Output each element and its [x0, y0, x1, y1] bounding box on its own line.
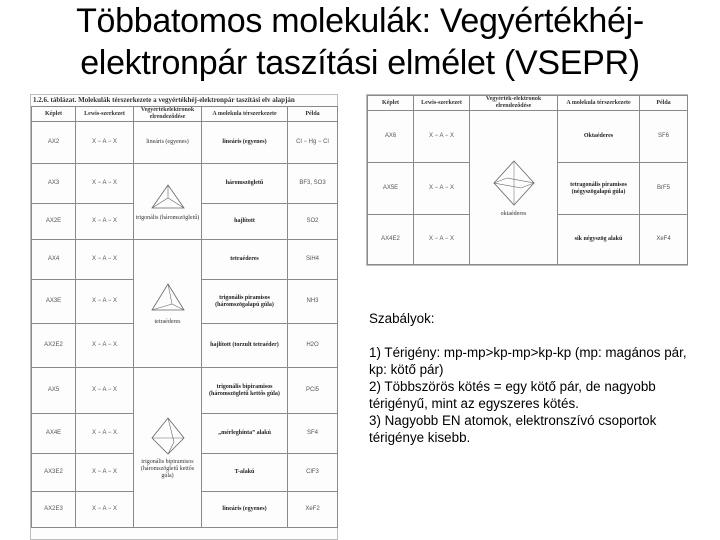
- arrangement-label: tetraéderes: [154, 318, 181, 325]
- arrangement-label: trigonális (háromszögletű): [135, 214, 200, 221]
- structure-cell: háromszögletű: [202, 164, 288, 204]
- slide-title-line-2: elektronpár taszítási elmélet (VSEPR): [80, 44, 640, 82]
- formula-cell: AX4: [32, 240, 76, 280]
- header-cell: Képlet: [368, 96, 414, 111]
- header-cell: A molekula térszerkezete: [558, 96, 640, 111]
- example-cell: XeF2: [288, 492, 338, 528]
- header-cell: A molekula térszerkezete: [202, 107, 288, 122]
- table-row: [32, 368, 338, 414]
- structure-cell: sík négyszög alakú: [558, 215, 640, 265]
- lewis-cell: X − A − X: [76, 492, 134, 528]
- structure-cell: trigonális bipiramisos (háromszögletű kettős gúla): [202, 368, 288, 414]
- slide-title: [0, 0, 720, 84]
- structure-cell: tetraéderes: [202, 240, 288, 280]
- arrangement-cell: [470, 111, 558, 265]
- arrangement-cell: [134, 368, 202, 528]
- formula-cell: AX3: [32, 164, 76, 204]
- rule-item: 2) Többszörös kötés = egy kötő pár, de nagyobb térigényű, mint az egyszeres kötés.: [369, 379, 656, 411]
- formula-cell: AX3E2: [32, 454, 76, 492]
- rule-item: 3) Nagyobb EN atomok, elektronszívó csoportok térigénye kisebb.: [369, 413, 657, 445]
- formula-cell: AX2: [32, 122, 76, 164]
- slide-title-line-1: Többatomos molekulák: Vegyértékhéj-: [76, 2, 644, 40]
- formula-cell: AX2E3: [32, 492, 76, 528]
- lewis-cell: X − A − X: [414, 215, 470, 265]
- rules-panel: [369, 310, 699, 446]
- table-row: [32, 122, 338, 164]
- table-row: [32, 164, 338, 204]
- structure-cell: hajlított: [202, 204, 288, 240]
- right-vsepr-table: [367, 95, 688, 265]
- structure-cell: tetragonális piramisos (négyszögalapú gúla): [558, 163, 640, 215]
- structure-cell: trigonális piramisos (háromszögalapú gúla): [202, 280, 288, 324]
- example-cell: SF4: [288, 414, 338, 454]
- example-cell: XeF4: [640, 215, 688, 265]
- formula-cell: AX2E2: [32, 324, 76, 368]
- header-cell: Vegyértékelektronok elrendeződése: [134, 107, 202, 122]
- table-row: [32, 240, 338, 280]
- tetrahedral-diagram-icon: [148, 282, 188, 316]
- left-vsepr-table: [31, 106, 338, 528]
- example-cell: Cl − Hg − Cl: [288, 122, 338, 164]
- formula-cell: AX6: [368, 111, 414, 163]
- header-cell: Lewis-szerkezet: [76, 107, 134, 122]
- lewis-cell: X − A − X: [76, 280, 134, 324]
- formula-cell: AX3E: [32, 280, 76, 324]
- structure-cell: lineáris (egyenes): [202, 122, 288, 164]
- lewis-cell: X − A − X: [76, 368, 134, 414]
- header-cell: Vegyérték-elektronok elrendeződése: [470, 96, 558, 111]
- lewis-cell: X − A − X: [76, 164, 134, 204]
- formula-cell: AX4E: [32, 414, 76, 454]
- structure-cell: T-alakú: [202, 454, 288, 492]
- lewis-cell: X − A − X: [76, 454, 134, 492]
- table-row: [368, 111, 688, 163]
- example-cell: NH3: [288, 280, 338, 324]
- arrangement-cell: [134, 164, 202, 240]
- arrangement-cell: lineáris (egyenes): [134, 122, 202, 164]
- header-cell: Példa: [640, 96, 688, 111]
- header-cell: Képlet: [32, 107, 76, 122]
- header-cell: Lewis-szerkezet: [414, 96, 470, 111]
- formula-cell: AX5E: [368, 163, 414, 215]
- example-cell: SF6: [640, 111, 688, 163]
- lewis-cell: X − A − X: [76, 414, 134, 454]
- structure-cell: Oktaéderes: [558, 111, 640, 163]
- trigonal-diagram-icon: [148, 182, 188, 212]
- arrangement-label: oktaéderes: [500, 210, 527, 217]
- example-cell: BF3, SO3: [288, 164, 338, 204]
- lewis-cell: X − A − X: [414, 163, 470, 215]
- trigonal-bipyramid-diagram-icon: [148, 416, 188, 456]
- left-table-scan: [30, 94, 338, 540]
- formula-cell: AX5: [32, 368, 76, 414]
- structure-cell: hajlított (torzult tetraéder): [202, 324, 288, 368]
- octahedral-diagram-icon: [489, 158, 539, 208]
- formula-cell: AX4E2: [368, 215, 414, 265]
- table-header-row: [368, 96, 688, 111]
- rule-item: 1) Térigény: mp-mp>kp-mp>kp-kp (mp: magános pár, kp: kötő pár): [369, 345, 687, 377]
- lewis-cell: X − A − X: [76, 240, 134, 280]
- arrangement-label: trigonális bipiramisos (háromszögletű kettős gúla): [140, 458, 195, 479]
- structure-cell: lineáris (egyenes): [202, 492, 288, 528]
- right-table-scan: [366, 94, 688, 266]
- example-cell: SiH4: [288, 240, 338, 280]
- example-cell: ClF3: [288, 454, 338, 492]
- arrangement-cell: [134, 240, 202, 368]
- lewis-cell: X − A − X: [76, 204, 134, 240]
- rules-heading: Szabályok:: [369, 311, 435, 326]
- table-header-row: [32, 107, 338, 122]
- lewis-cell: X − A − X: [76, 324, 134, 368]
- example-cell: H2O: [288, 324, 338, 368]
- header-cell: Példa: [288, 107, 338, 122]
- lewis-cell: X − A − X: [76, 122, 134, 164]
- example-cell: BrF5: [640, 163, 688, 215]
- structure-cell: „mérleghinta” alakú: [202, 414, 288, 454]
- lewis-cell: X − A − X: [414, 111, 470, 163]
- example-cell: PCl5: [288, 368, 338, 414]
- formula-cell: AX2E: [32, 204, 76, 240]
- example-cell: SO2: [288, 204, 338, 240]
- table-caption: 1.2.6. táblázat. Molekulák térszerkezete a vegyértékhéj-elektronpár taszítási elv alapján: [33, 96, 295, 104]
